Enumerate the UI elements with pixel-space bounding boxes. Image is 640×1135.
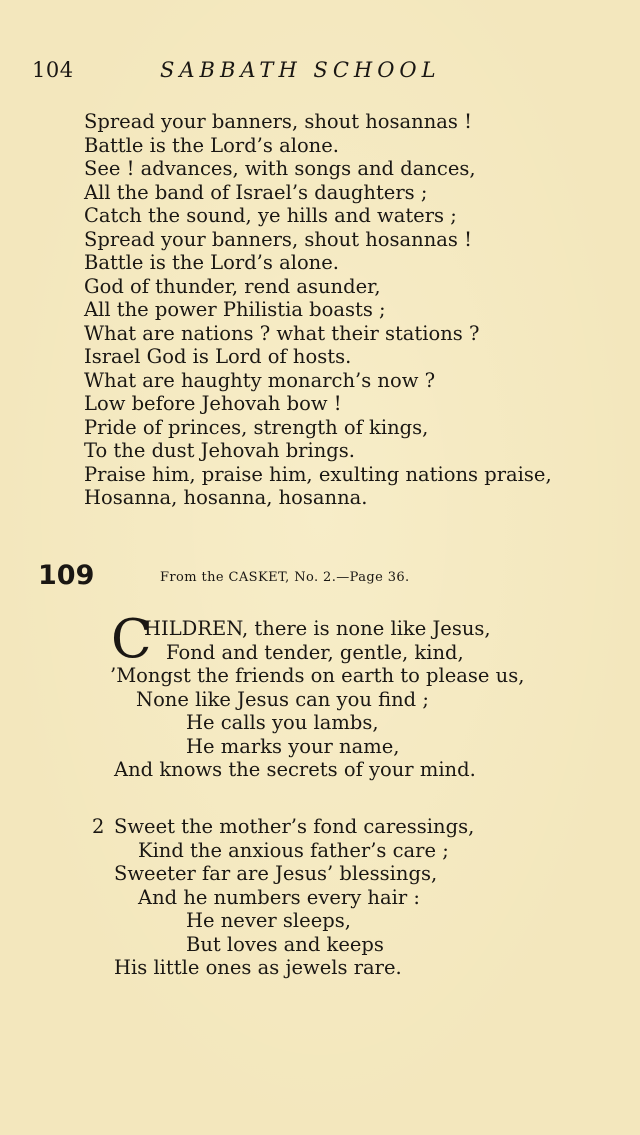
hymn-line: He never sleeps, [186,909,351,932]
hymn-line: None like Jesus can you find ; [136,687,429,711]
hymn-header [38,560,598,594]
verse-line: Praise him, praise him, exulting nations praise, [84,462,552,486]
verse-line: Spread your banners, shout hosannas ! [84,110,472,133]
hymn-line: His little ones as jewels rare. [114,956,402,979]
verse-continuation [84,110,604,510]
verse-line: Israel God is Lord of hosts. [84,345,352,368]
verse-line: Catch the sound, ye hills and waters ; [84,204,457,227]
hymn-line: And he numbers every hair : [138,885,420,909]
hymn-line: He marks your name, [186,734,400,758]
hymn-line: Kind the anxious father’s care ; [138,838,449,862]
verse-line: Hosanna, hosanna, hosanna. [84,486,368,509]
verse-line: What are nations ? what their stations ? [84,321,480,345]
hymn-line: ’Mongst the friends on earth to please us, [110,664,525,687]
hymn-line: He calls you lambs, [186,711,379,734]
verse-line: All the band of Israel’s daughters ; [84,180,428,204]
stanza-2 [92,815,634,980]
hymn-line: HILDREN, there is none like Jesus, [144,617,491,640]
verse-line: What are haughty monarch’s now ? [84,368,436,392]
verse-line: Pride of princes, strength of kings, [84,415,429,439]
verse-line: All the power Philistia boasts ; [84,298,386,321]
stanza-number: 2 [92,815,105,838]
hymn-line: Sweet the mother’s fond caressings, [114,815,475,838]
hymn-line: Fond and tender, gentle, kind, [166,640,464,664]
stanza-1 [110,609,634,782]
verse-line: To the dust Jehovah brings. [84,439,355,462]
verse-line: Battle is the Lord’s alone. [84,133,339,157]
verse-line: Spread your banners, shout hosannas ! [84,227,472,251]
verse-line: Low before Jehovah bow ! [84,392,342,415]
hymn-line: Sweeter far are Jesus’ blessings, [114,862,438,885]
hymn-source: From the CASKET, No. 2.—Page 36. [160,570,410,585]
verse-line: God of thunder, rend asunder, [84,274,381,298]
drop-cap: C [111,609,152,670]
verse-line: Battle is the Lord’s alone. [84,251,339,274]
page-number: 104 [32,58,74,82]
running-title: SABBATH SCHOOL [160,58,441,82]
hymn-line: But loves and keeps [186,932,384,956]
hymn-number: 109 [38,560,95,591]
verse-line: See ! advances, with songs and dances, [84,157,476,180]
hymn-line: And knows the secrets of your mind. [114,758,476,781]
page-header [32,58,472,88]
